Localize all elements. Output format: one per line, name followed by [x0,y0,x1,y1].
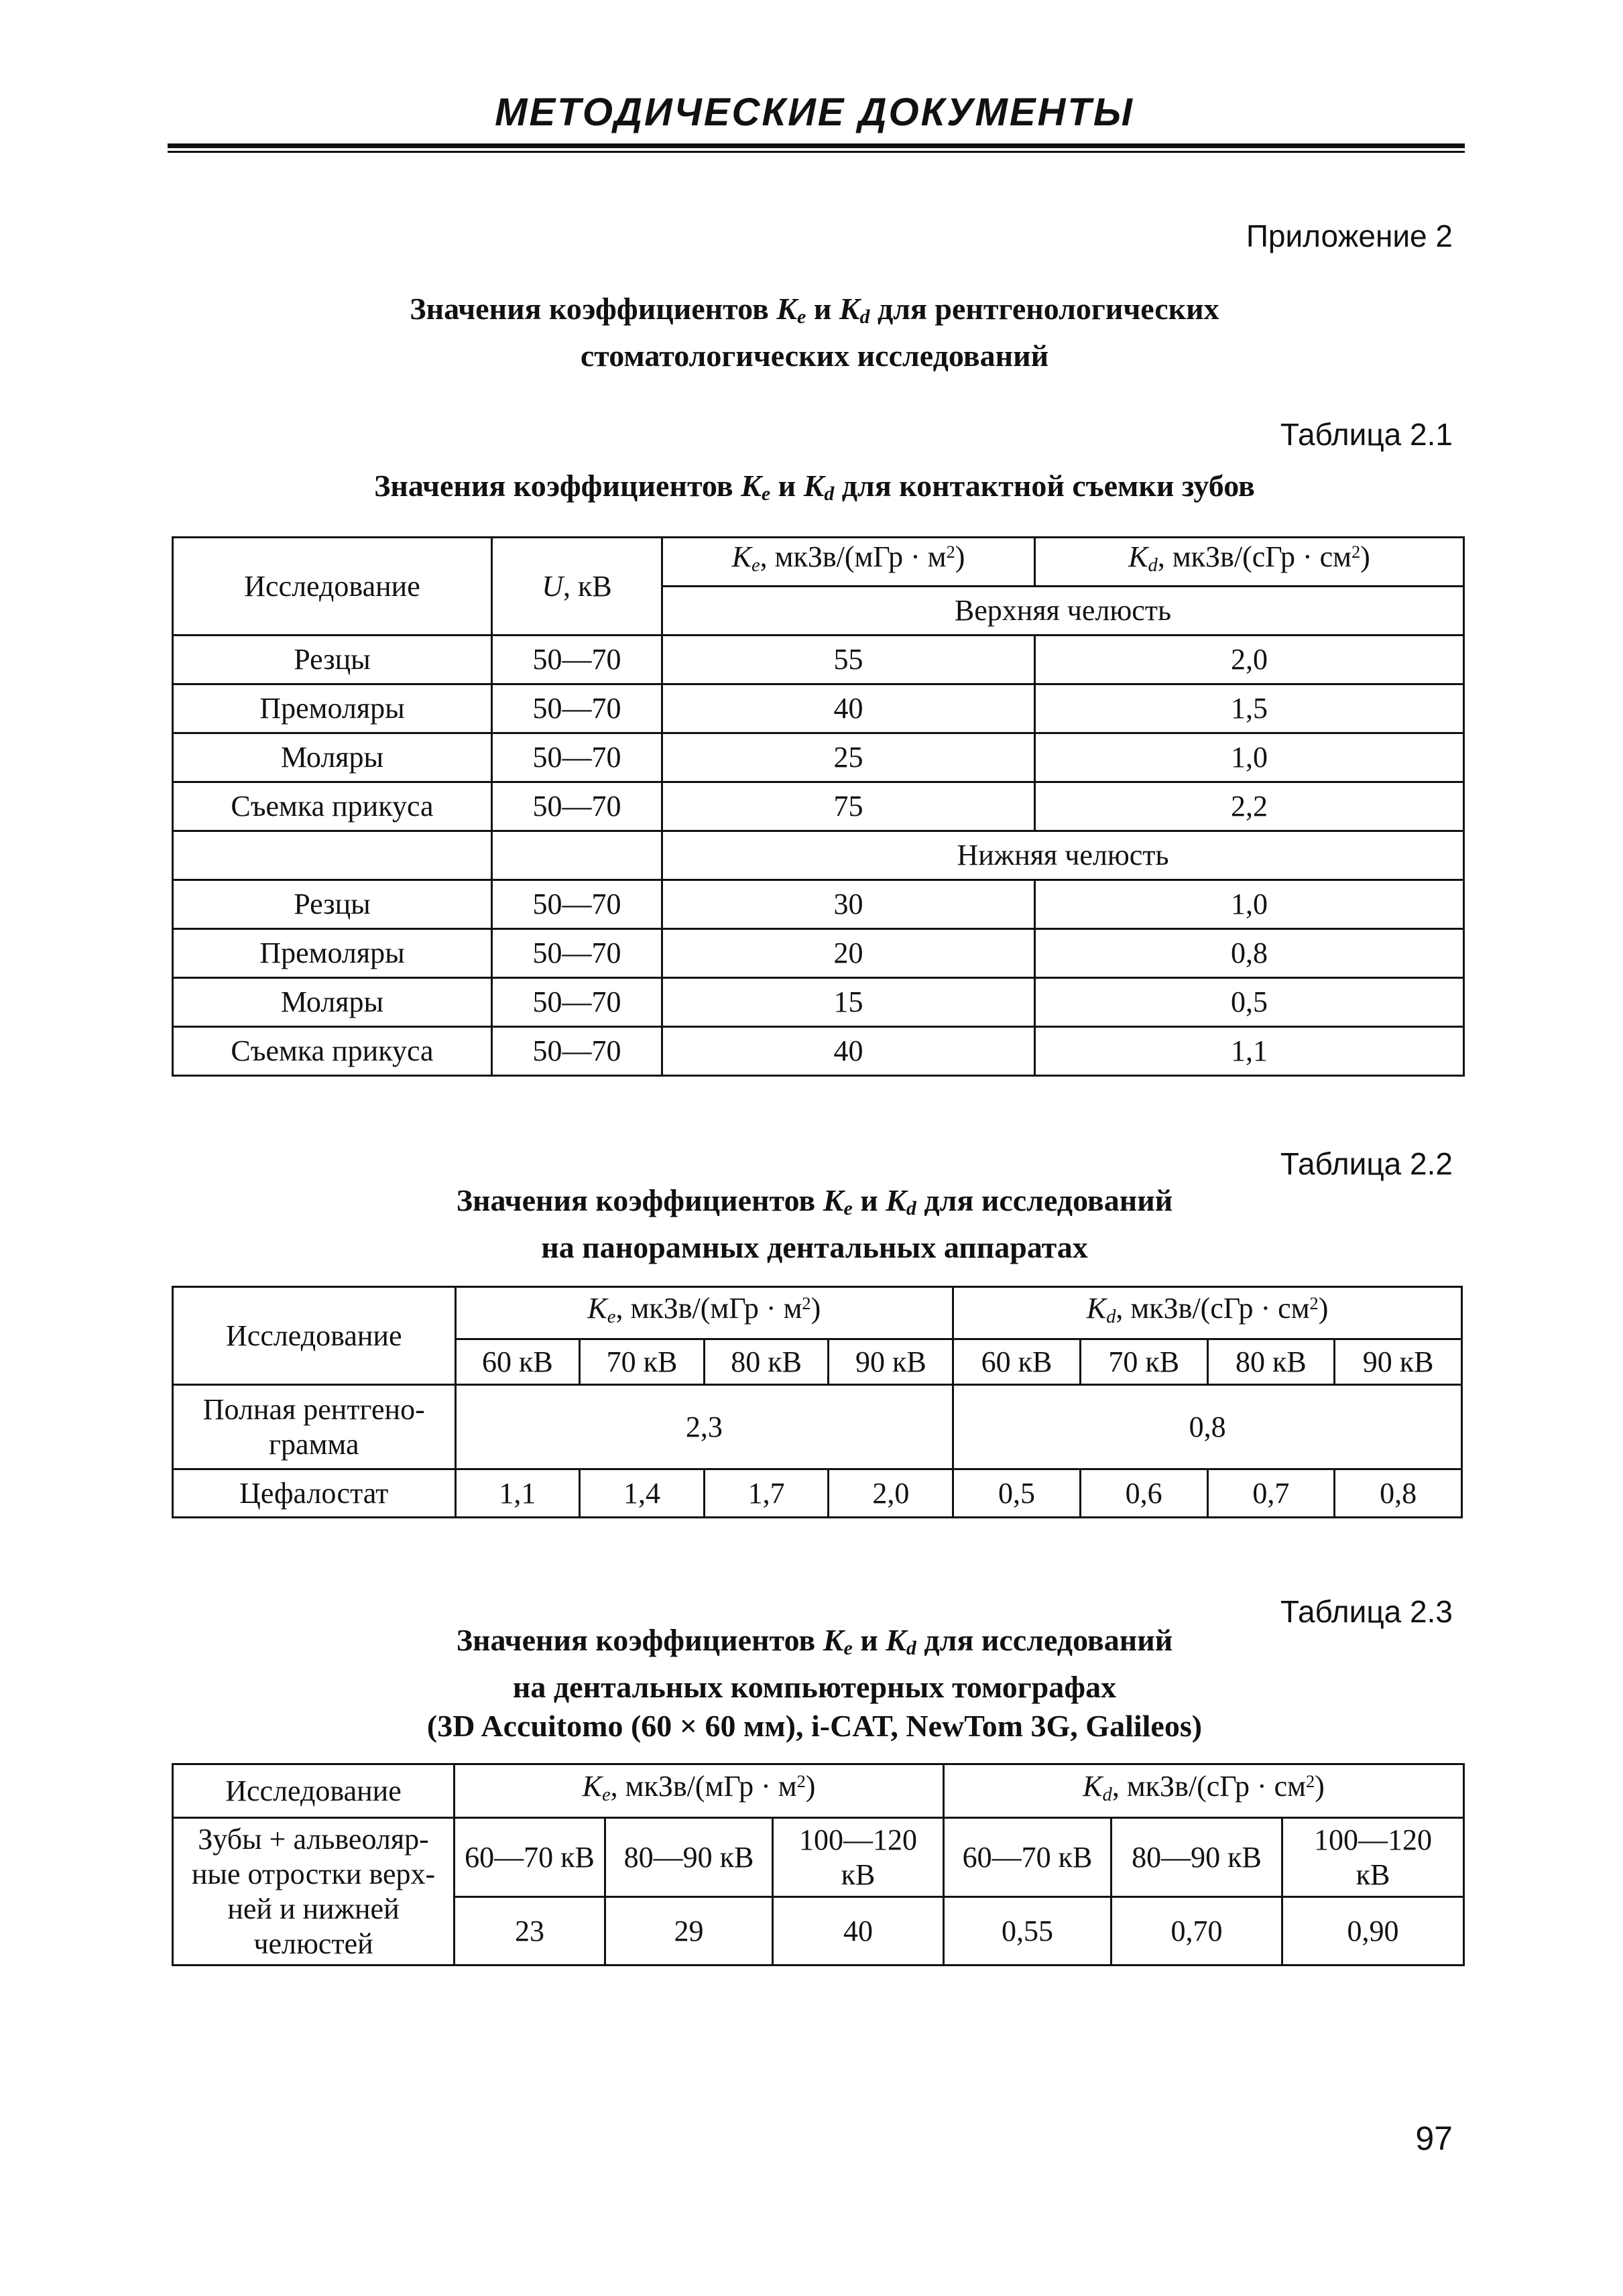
table-2-3 [172,1763,1465,1966]
cell-study: Резцы [173,636,492,684]
cell-ke: 40 [773,1897,944,1966]
header-ke: $K_e$, мкЗв/(мГр · $м^2$) [662,538,1035,587]
cell-kd: 2,2 [1035,782,1464,831]
header-kd: $K_d$, мкЗв/(сГр · $см^2$) [944,1764,1464,1818]
header-voltage: 100—120 кВ [1282,1818,1464,1897]
main-title-line-2: стоматологических исследований [580,338,1049,373]
cell-ke: 2,3 [455,1385,953,1469]
table-row [173,929,1464,978]
section-upper-jaw: Верхняя челюсть [662,587,1464,636]
table-2-3-caption-line-3: (3D Accuitomo (60 × 60 мм), i-CAT, NewTom 3G, Galileos) [426,1708,1203,1743]
cell-ke: 25 [662,733,1035,782]
cell-voltage: 50—70 [492,733,662,782]
cell-kd: 1,5 [1035,684,1464,733]
cell-study: Моляры [173,733,492,782]
main-title-line-1: Значения коэффициентов $K_e$ и $K_d$ для рентгенологических [410,292,1219,328]
header-rule [168,143,1465,153]
cell-study: Премоляры [173,684,492,733]
table-2-1-caption: Значения коэффициентов $K_e$ и $K_d$ для контактной съемки зубов [374,469,1255,505]
header-voltage: 80—90 кВ [605,1818,773,1897]
cell-voltage: 50—70 [492,978,662,1027]
header-kd: $K_d$, мкЗв/(сГр · $см^2$) [953,1287,1462,1339]
running-header: МЕТОДИЧЕСКИЕ ДОКУМЕНТЫ [495,90,1134,134]
cell-kd: 0,7 [1207,1469,1335,1518]
cell-ke: 23 [455,1897,605,1966]
appendix-label: Приложение 2 [1246,219,1453,253]
cell-ke: 40 [662,1027,1035,1076]
cell-ke: 2,0 [829,1469,953,1518]
header-voltage: 80 кВ [704,1339,829,1385]
header-voltage: 90 кВ [829,1339,953,1385]
header-study: Исследование [173,538,492,636]
table-row [173,733,1464,782]
header-voltage: 80 кВ [1207,1339,1335,1385]
cell-kd: 1,1 [1035,1027,1464,1076]
table-2-3-caption-line-2: на дентальных компьютерных томографах [512,1669,1117,1704]
cell-voltage: 50—70 [492,880,662,929]
cell-ke: 75 [662,782,1035,831]
header-voltage: 70 кВ [580,1339,705,1385]
empty-cell [492,831,662,880]
cell-study: Съемка прикуса [173,782,492,831]
header-voltage: U, кВ [492,538,662,636]
table-2-2-caption-line-1: Значения коэффициентов $K_e$ и $K_d$ для исследований [456,1183,1173,1219]
table-row [173,782,1464,831]
table-row [173,636,1464,684]
header-voltage: 100—120 кВ [773,1818,944,1897]
table-2-3-caption-line-1: Значения коэффициентов $K_e$ и $K_d$ для исследований [456,1623,1173,1659]
cell-study: Зубы + альвеоляр- ные отростки верх- ней и нижней челюстей [173,1818,455,1966]
table-row [173,1469,1462,1518]
table-2-3-caption [168,1621,1461,1746]
table-2-1 [172,536,1465,1077]
table-2-2 [172,1286,1463,1518]
main-title [168,290,1461,375]
cell-study: Полная рентгено- грамма [173,1385,456,1469]
table-2-3-label: Таблица 2.3 [1280,1594,1453,1629]
cell-study: Премоляры [173,929,492,978]
cell-ke: 55 [662,636,1035,684]
header-voltage: 70 кВ [1080,1339,1207,1385]
cell-voltage: 50—70 [492,782,662,831]
empty-cell [173,831,492,880]
header-study: Исследование [173,1287,456,1385]
cell-voltage: 50—70 [492,929,662,978]
header-voltage: 60—70 кВ [944,1818,1111,1897]
cell-kd: 0,70 [1111,1897,1282,1966]
cell-ke: 15 [662,978,1035,1027]
cell-study: Моляры [173,978,492,1027]
cell-ke: 20 [662,929,1035,978]
header-ke: $K_e$, мкЗв/(мГр · $м^2$) [455,1764,944,1818]
cell-voltage: 50—70 [492,1027,662,1076]
header-voltage: 60—70 кВ [455,1818,605,1897]
table-row [173,978,1464,1027]
cell-voltage: 50—70 [492,636,662,684]
table-2-1-label: Таблица 2.1 [1280,417,1453,452]
section-lower-jaw: Нижняя челюсть [662,831,1464,880]
cell-kd: 0,8 [953,1385,1462,1469]
cell-ke: 1,1 [455,1469,580,1518]
cell-kd: 0,6 [1080,1469,1207,1518]
header-voltage: 90 кВ [1335,1339,1462,1385]
cell-ke: 40 [662,684,1035,733]
cell-kd: 1,0 [1035,880,1464,929]
cell-study: Съемка прикуса [173,1027,492,1076]
table-row [173,880,1464,929]
header-study: Исследование [173,1764,455,1818]
cell-kd: 1,0 [1035,733,1464,782]
table-row [173,1385,1462,1469]
header-voltage: 60 кВ [455,1339,580,1385]
header-voltage: 80—90 кВ [1111,1818,1282,1897]
cell-kd: 0,55 [944,1897,1111,1966]
header-voltage: 60 кВ [953,1339,1081,1385]
cell-kd: 2,0 [1035,636,1464,684]
cell-study: Цефалостат [173,1469,456,1518]
cell-kd: 0,5 [1035,978,1464,1027]
header-ke: $K_e$, мкЗв/(мГр · $м^2$) [455,1287,953,1339]
cell-study: Резцы [173,880,492,929]
cell-ke: 1,4 [580,1469,705,1518]
cell-ke: 1,7 [704,1469,829,1518]
table-2-2-caption [168,1181,1461,1267]
cell-kd: 0,8 [1035,929,1464,978]
cell-kd: 0,8 [1335,1469,1462,1518]
table-2-2-label: Таблица 2.2 [1280,1146,1453,1181]
cell-kd: 0,5 [953,1469,1081,1518]
cell-voltage: 50—70 [492,684,662,733]
cell-kd: 0,90 [1282,1897,1464,1966]
table-row [173,1027,1464,1076]
table-row [173,684,1464,733]
page-number: 97 [1415,2120,1453,2157]
cell-ke: 29 [605,1897,773,1966]
header-kd: $K_d$, мкЗв/(сГр · $см^2$) [1035,538,1464,587]
table-2-2-caption-line-2: на панорамных дентальных аппаратах [541,1229,1088,1264]
cell-ke: 30 [662,880,1035,929]
